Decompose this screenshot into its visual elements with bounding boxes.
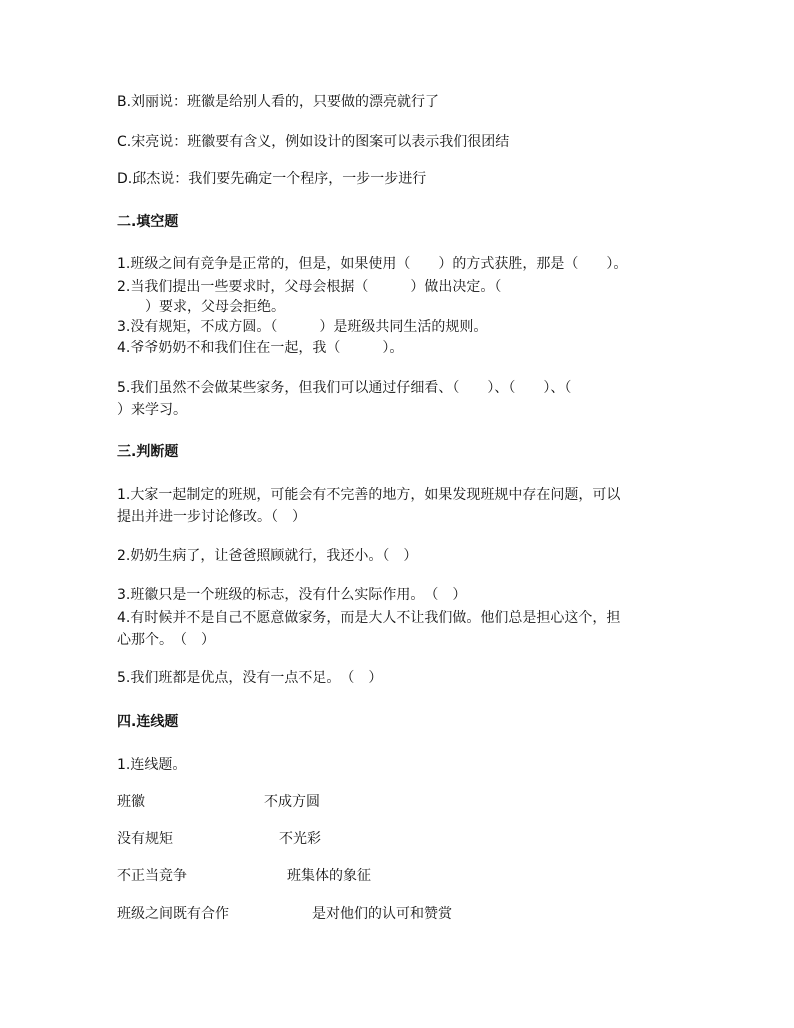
- option-b: B.刘丽说：班徽是给别人看的，只要做的漂亮就行了: [117, 94, 440, 110]
- option-d: D.邱杰说：我们要先确定一个程序，一步一步进行: [117, 171, 427, 187]
- fill-question-3: 3.没有规矩，不成方圆。（ ）是班级共同生活的规则。: [117, 319, 488, 335]
- fill-question-1: 1.班级之间有竞争是正常的，但是，如果使用（ ）的方式获胜，那是（ ）。: [117, 256, 628, 272]
- match-left-item: 没有规矩: [117, 831, 173, 847]
- match-left-item: 不正当竞争: [117, 868, 187, 884]
- match-left-item: 班徽: [117, 794, 145, 810]
- judge-question-4: 4.有时候并不是自己不愿意做家务，而是大人不让我们做。他们总是担心这个，担: [117, 610, 621, 626]
- match-right-item: 不光彩: [279, 831, 321, 847]
- section-heading-judge: 三.判断题: [117, 444, 179, 460]
- match-question-1: 1.连线题。: [117, 757, 187, 773]
- section-heading-match: 四.连线题: [117, 714, 179, 730]
- match-right-item: 班集体的象征: [287, 868, 371, 884]
- match-left-item: 班级之间既有合作: [117, 906, 229, 922]
- fill-question-2: 2.当我们提出一些要求时，父母会根据（ ）做出决定。（: [117, 279, 502, 295]
- judge-question-3: 3.班徽只是一个班级的标志，没有什么实际作用。 （ ）: [117, 587, 467, 603]
- judge-question-2: 2.奶奶生病了，让爸爸照顾就行，我还小。（ ）: [117, 548, 418, 564]
- judge-question-1: 1.大家一起制定的班规，可能会有不完善的地方，如果发现班规中存在问题，可以: [117, 487, 621, 503]
- judge-question-1-cont: 提出并进一步讨论修改。（ ）: [117, 509, 306, 525]
- judge-question-5: 5.我们班都是优点，没有一点不足。 （ ）: [117, 670, 383, 686]
- judge-question-4-cont: 心那个。 （ ）: [117, 632, 215, 648]
- match-right-item: 不成方圆: [264, 794, 320, 810]
- match-right-item: 是对他们的认可和赞赏: [312, 906, 452, 922]
- fill-question-5-cont: ）来学习。: [117, 402, 187, 418]
- fill-question-5: 5.我们虽然不会做某些家务，但我们可以通过仔细看、（ ）、（ ）、（: [117, 380, 572, 396]
- fill-question-2-cont: ）要求，父母会拒绝。: [117, 299, 285, 315]
- option-c: C.宋亮说：班徽要有含义，例如设计的图案可以表示我们很团结: [117, 134, 510, 150]
- fill-question-4: 4.爷爷奶奶不和我们住在一起，我（ ）。: [117, 340, 404, 356]
- section-heading-fill: 二.填空题: [117, 214, 179, 230]
